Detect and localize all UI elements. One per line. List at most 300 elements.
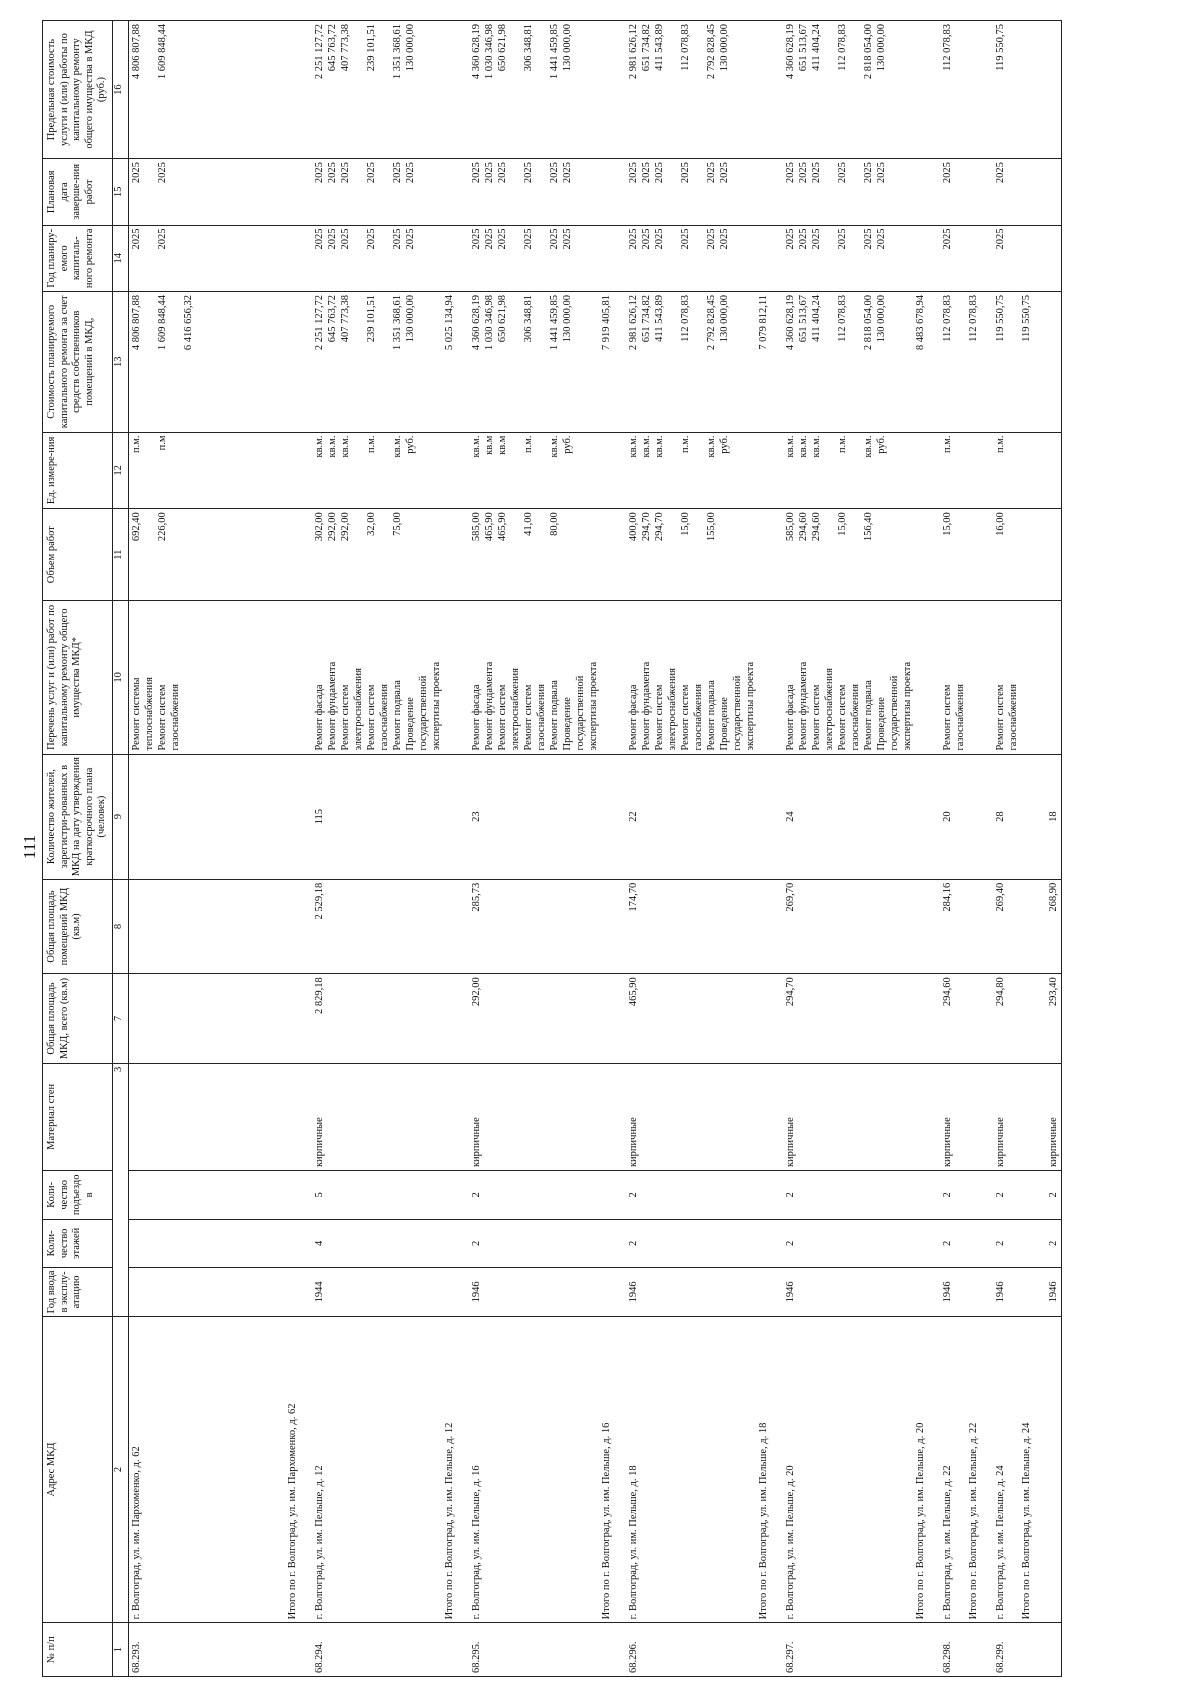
cell-line: государственной — [417, 675, 429, 751]
cell-end-date — [981, 159, 1034, 225]
cell-line — [418, 1320, 431, 1620]
cell-line: 2025 — [548, 228, 560, 250]
cell-line: 2 — [470, 1240, 482, 1246]
cell-line: 2025 — [797, 162, 809, 184]
cell-max-cost — [771, 21, 928, 159]
cell-line: 155,00 — [705, 512, 717, 542]
cell-line: руб. — [875, 435, 887, 454]
cell-floors — [128, 1219, 300, 1268]
cell-line: 174,70 — [627, 882, 639, 912]
col-header-entrances: Коли-чество подъездо в — [43, 1171, 113, 1220]
cell-line: 292,00 — [470, 977, 482, 1007]
col-header-premises-area: Общая площадь помещений МКД (кв.м) — [43, 879, 113, 974]
cell-repair-year — [1034, 225, 1062, 291]
cell-number — [614, 1623, 771, 1677]
cell-line — [144, 229, 157, 288]
cell-line: 645 763,72 — [326, 294, 338, 343]
cell-end-date — [614, 159, 771, 225]
table-row — [457, 21, 614, 1677]
cell-line — [824, 1320, 837, 1620]
cell-address — [128, 1316, 300, 1623]
col-number: 16 — [112, 21, 128, 159]
cell-year — [928, 1268, 981, 1317]
cell-line — [327, 1320, 340, 1620]
col-header-max-cost: Предельная стоимость услуги и (или) работы по капитальному ремонту общего имущества в МКД (руб.) — [43, 21, 113, 159]
cell-line: 130 000,00 — [561, 294, 573, 343]
cell-line: 268,90 — [1047, 882, 1059, 912]
cell-line — [379, 1320, 392, 1620]
cell-line — [144, 1320, 157, 1620]
cell-line: 226,00 — [156, 512, 168, 542]
cell-line: 130 000,00 — [718, 294, 730, 343]
col-number: 1 — [112, 1623, 128, 1677]
cell-line — [183, 1320, 196, 1620]
cell-line — [588, 1320, 601, 1620]
cell-works — [457, 601, 614, 754]
cell-line: 411 404,24 — [810, 294, 822, 342]
cell-year — [457, 1268, 614, 1317]
cell-line: Ремонт фундамента — [326, 661, 338, 751]
cell-number — [457, 1623, 614, 1677]
table-row — [300, 21, 457, 1677]
cell-line: Итого по г. Волгоград, ул. им. Пельше, д. 16 — [600, 1422, 612, 1620]
cell-repair-year — [614, 225, 771, 291]
cell-premises-area — [928, 879, 981, 974]
cell-line: Ремонт системы — [130, 677, 142, 751]
cell-line: 2025 — [561, 162, 573, 184]
cell-line — [667, 436, 680, 506]
col-header-total-area: Общая площадь МКД, всего (кв.м) — [43, 974, 113, 1063]
cell-year — [1034, 1268, 1062, 1317]
cell-line: 2025 — [391, 228, 403, 250]
cell-line: Итого по г. Волгоград, ул. им. Пельше, д. 24 — [1020, 1422, 1032, 1620]
cell-line — [209, 1320, 222, 1620]
cell-line: 294,80 — [994, 977, 1006, 1007]
cell-line — [837, 1320, 850, 1620]
cell-line: электроснабжения — [666, 667, 678, 751]
cell-line: Итого по г. Волгоград, ул. им. Пельше, д. 12 — [443, 1422, 455, 1620]
cell-line: 2025 — [404, 162, 416, 184]
cell-line: газоснабжения — [169, 684, 181, 751]
cell-unit — [771, 432, 928, 509]
cell-residents — [1034, 754, 1062, 879]
cell-line: 2025 — [496, 162, 508, 184]
cell-line: г. Волгоград, ул. им. Пельше, д. 22 — [941, 1465, 953, 1620]
cell-line: 2025 — [627, 162, 639, 184]
cell-line — [196, 1320, 209, 1620]
cell-line — [562, 1320, 575, 1620]
cell-line: 650 621,98 — [496, 24, 508, 72]
cell-volume — [928, 509, 981, 601]
cell-line — [745, 1320, 758, 1620]
cell-line: Итого по г. Волгоград, ул. им. Пельше, д. 18 — [757, 1422, 769, 1620]
cell-line: 8 483 678,94 — [914, 294, 926, 351]
cell-works — [300, 601, 457, 754]
cell-line — [693, 436, 706, 506]
cell-line — [366, 1320, 379, 1620]
cell-wall-material — [614, 1063, 771, 1170]
cell-max-cost — [300, 21, 457, 159]
cell-end-date — [128, 159, 300, 225]
cell-line: теплоснабжения — [143, 677, 155, 751]
cell-line — [824, 295, 837, 429]
cell-wall-material — [771, 1063, 928, 1170]
cell-line: 292,00 — [339, 512, 351, 542]
cell-line: 2025 — [156, 228, 168, 250]
cell-max-cost — [614, 21, 771, 159]
cell-line: 2025 — [705, 162, 717, 184]
col-number: 13 — [112, 291, 128, 432]
cell-line — [680, 1320, 693, 1620]
cell-line: кирпичные — [1047, 1117, 1059, 1168]
cell-line: 2025 — [718, 162, 730, 184]
table-row — [771, 21, 928, 1677]
cell-line: 2025 — [810, 228, 822, 250]
cell-line: 2 — [994, 1240, 1006, 1246]
cell-line: г. Волгоград, ул. им. Пельше, д. 12 — [313, 1465, 325, 1620]
cell-line — [536, 295, 549, 429]
cell-line: 651 513,67 — [797, 294, 809, 343]
cell-line: Ремонт систем — [522, 684, 534, 751]
cell-line: 119 550,75 — [994, 24, 1006, 71]
cell-line — [144, 162, 157, 221]
cell-entrances — [457, 1171, 614, 1220]
cell-line: 130 000,00 — [875, 24, 887, 72]
cell-line: 2025 — [130, 228, 142, 250]
cell-line: газоснабжения — [378, 684, 390, 751]
cell-line — [340, 1320, 353, 1620]
cell-works — [771, 601, 928, 754]
cell-unit — [457, 432, 614, 509]
cell-line: 4 806 807,88 — [130, 294, 142, 351]
cell-cost — [771, 291, 928, 432]
cell-line: 28 — [994, 811, 1006, 822]
cell-line: 41,00 — [522, 512, 534, 536]
cell-line: 2025 — [339, 228, 351, 250]
cell-line: Ремонт подвала — [862, 680, 874, 751]
cell-line: кв.м. — [653, 435, 665, 458]
cell-line: кирпичные — [784, 1117, 796, 1168]
cell-line: 651 734,82 — [640, 24, 652, 72]
page-number: 111 — [20, 834, 39, 860]
cell-line: п.м. — [836, 435, 848, 454]
cell-line: государственной — [574, 675, 586, 751]
cell-line — [863, 1320, 876, 1620]
cell-line: 24 — [784, 811, 796, 822]
cell-volume — [614, 509, 771, 601]
cell-line: 2025 — [994, 228, 1006, 250]
cell-line — [824, 162, 837, 221]
cell-cost — [128, 291, 300, 432]
cell-line — [510, 24, 523, 155]
cell-line: 465,90 — [627, 977, 639, 1007]
cell-line: 1 030 346,98 — [483, 294, 495, 351]
cell-line: Проведение — [875, 697, 887, 751]
header-row — [43, 21, 113, 1677]
cell-line: 2 829,18 — [313, 977, 325, 1015]
cell-line: Ремонт фасада — [627, 684, 639, 751]
cell-line — [575, 295, 588, 429]
cell-line: 2025 — [941, 162, 953, 184]
cell-line: Проведение — [561, 697, 573, 751]
col-header-address: Адрес МКД — [43, 1316, 113, 1623]
cell-line: 15,00 — [679, 512, 691, 536]
cell-wall-material — [300, 1063, 457, 1170]
cell-premises-area — [981, 879, 1034, 974]
cell-entrances — [614, 1171, 771, 1220]
cell-volume — [771, 509, 928, 601]
cell-line — [850, 512, 863, 597]
cell-line: 294,70 — [640, 512, 652, 542]
cell-total-area — [928, 974, 981, 1063]
cell-line — [379, 229, 392, 288]
cell-line — [144, 24, 157, 155]
capital-repair-table — [42, 20, 1062, 1677]
cell-line: 32,00 — [365, 512, 377, 536]
cell-line — [536, 229, 549, 288]
cell-line: кв.м. — [862, 435, 874, 458]
cell-line — [392, 1320, 405, 1620]
cell-premises-area — [300, 879, 457, 974]
cell-line: 2025 — [836, 162, 848, 184]
cell-line — [418, 295, 431, 429]
cell-end-date — [771, 159, 928, 225]
cell-line — [261, 1320, 274, 1620]
cell-line — [144, 295, 157, 429]
cell-cost — [981, 291, 1034, 432]
cell-line: 68.295. — [470, 1641, 482, 1673]
cell-residents — [928, 754, 981, 879]
cell-line: кв.м. — [797, 435, 809, 458]
cell-line: 2025 — [313, 228, 325, 250]
cell-line — [693, 295, 706, 429]
cell-line — [876, 1320, 889, 1620]
cell-line: 2025 — [548, 162, 560, 184]
cell-line: Ремонт систем — [653, 684, 665, 751]
cell-line: 407 773,38 — [339, 294, 351, 343]
table-row — [128, 21, 300, 1677]
cell-line: 112 078,83 — [679, 294, 691, 342]
cell-line: 692,40 — [130, 512, 142, 542]
cell-residents — [771, 754, 928, 879]
col-number: 7 — [112, 974, 128, 1063]
cell-number — [771, 1623, 928, 1677]
cell-line: 2 — [1047, 1192, 1059, 1198]
cell-line: 2025 — [653, 228, 665, 250]
cell-line: 411 543,89 — [653, 294, 665, 342]
cell-line: 302,00 — [313, 512, 325, 542]
cell-repair-year — [928, 225, 981, 291]
cell-line: 269,40 — [994, 882, 1006, 912]
cell-line: п.м. — [365, 435, 377, 454]
cell-line: государственной — [731, 675, 743, 751]
cell-line — [274, 1320, 287, 1620]
cell-wall-material — [457, 1063, 614, 1170]
cell-line: 4 360 628,19 — [470, 24, 482, 80]
cell-number — [981, 1623, 1034, 1677]
cell-line: 68.296. — [627, 1641, 639, 1673]
cell-line: 2 — [941, 1240, 953, 1246]
cell-line: электроснабжения — [352, 667, 364, 751]
cell-unit — [981, 432, 1034, 509]
cell-line — [536, 436, 549, 506]
cell-line: 2025 — [627, 228, 639, 250]
cell-repair-year — [457, 225, 614, 291]
cell-unit — [614, 432, 771, 509]
col-number: 8 — [112, 879, 128, 974]
cell-line — [850, 229, 863, 288]
cell-line — [588, 295, 601, 429]
cell-line: 2025 — [862, 162, 874, 184]
cell-address — [1034, 1316, 1062, 1623]
cell-line — [1008, 1320, 1021, 1620]
cell-line: 1946 — [784, 1281, 796, 1303]
cell-line: газоснабжения — [692, 684, 704, 751]
cell-line: 306 348,81 — [522, 294, 534, 343]
cell-line: 1 609 848,44 — [156, 294, 168, 351]
cell-line — [824, 512, 837, 597]
cell-line: 68.298. — [941, 1641, 953, 1673]
cell-line: 2025 — [326, 162, 338, 184]
cell-line: Ремонт систем — [810, 684, 822, 751]
cell-line — [732, 295, 745, 429]
cell-line: 239 101,51 — [365, 294, 377, 343]
cell-line: 2 981 626,12 — [627, 294, 639, 351]
cell-line: 4 806 807,88 — [130, 24, 142, 80]
cell-line: г. Волгоград, ул. им. Пархоменко, д. 62 — [130, 1446, 142, 1620]
cell-works — [128, 601, 300, 754]
cell-line: 68.297. — [784, 1641, 796, 1673]
cell-total-area — [457, 974, 614, 1063]
cell-line: руб. — [718, 435, 730, 454]
cell-line: 68.293. — [130, 1641, 142, 1673]
cell-line — [667, 295, 680, 429]
cell-line: 2025 — [810, 162, 822, 184]
cell-line: Ремонт систем — [339, 684, 351, 751]
cell-line — [850, 295, 863, 429]
cell-residents — [128, 754, 300, 879]
cell-address — [457, 1316, 614, 1623]
cell-line — [510, 229, 523, 288]
cell-line: 2025 — [862, 228, 874, 250]
cell-line: 292,00 — [326, 512, 338, 542]
cell-repair-year — [300, 225, 457, 291]
cell-line: Ремонт подвала — [548, 680, 560, 751]
cell-line: 2025 — [522, 228, 534, 250]
cell-line: Ремонт фасада — [784, 684, 796, 751]
cell-line: п.м. — [679, 435, 691, 454]
col-header-number: № п/п — [43, 1623, 113, 1677]
cell-total-area — [300, 974, 457, 1063]
cell-line: 2025 — [470, 228, 482, 250]
cell-line: г. Волгоград, ул. им. Пельше, д. 16 — [470, 1465, 482, 1620]
cell-line: 2025 — [679, 162, 691, 184]
cell-premises-area — [771, 879, 928, 974]
cell-line — [510, 512, 523, 597]
cell-line: Ремонт подвала — [705, 680, 717, 751]
cell-line: 18 — [1047, 811, 1059, 822]
cell-line: 2025 — [836, 228, 848, 250]
cell-line — [902, 295, 915, 429]
cell-line — [523, 1320, 536, 1620]
cell-line — [955, 1320, 968, 1620]
col-header-cost: Стоимость планируемого капитального ремонта за счет средств собственников помещений в МКД, — [43, 291, 113, 432]
cell-line: 2 792 828,45 — [705, 294, 717, 351]
cell-line — [824, 229, 837, 288]
col-number: 3 — [112, 1063, 128, 1316]
cell-line: 130 000,00 — [718, 24, 730, 72]
cell-line: кв.м. — [784, 435, 796, 458]
cell-line: кирпичные — [470, 1117, 482, 1168]
cell-line: 294,60 — [941, 977, 953, 1007]
cell-line: 2 981 626,12 — [627, 24, 639, 80]
cell-line — [536, 24, 549, 155]
cell-line — [667, 512, 680, 597]
cell-line — [955, 295, 968, 429]
cell-line: Ремонт систем — [836, 684, 848, 751]
cell-line: 130 000,00 — [404, 24, 416, 72]
cell-line: п.м — [156, 435, 168, 451]
cell-line: кв.м. — [705, 435, 717, 458]
cell-line — [536, 1320, 549, 1620]
cell-line — [170, 1320, 183, 1620]
cell-line: 651 734,82 — [640, 294, 652, 343]
cell-entrances — [128, 1171, 300, 1220]
cell-line: 2 792 828,45 — [705, 24, 717, 80]
cell-line: 2025 — [339, 162, 351, 184]
cell-line: 294,60 — [810, 512, 822, 542]
cell-line: 2025 — [718, 228, 730, 250]
cell-line: 7 919 405,81 — [600, 294, 612, 351]
cell-wall-material — [128, 1063, 300, 1170]
cell-line: 20 — [941, 811, 953, 822]
cell-line: 112 078,83 — [836, 294, 848, 342]
cell-line: 112 078,83 — [967, 294, 979, 342]
cell-entrances — [1034, 1171, 1062, 1220]
cell-works — [614, 601, 771, 754]
cell-line: Ремонт систем — [365, 684, 377, 751]
col-header-works: Перечень услуг и (или) работ по капитальному ремонту общего имущества МКД* — [43, 601, 113, 754]
cell-line: 1 351 368,61 — [391, 24, 403, 80]
cell-repair-year — [128, 225, 300, 291]
cell-line: 2025 — [653, 162, 665, 184]
cell-line: 2025 — [522, 162, 534, 184]
cell-line: Итого по г. Волгоград, ул. им. Пархоменко, д. 62 — [286, 1403, 298, 1620]
cell-max-cost — [928, 21, 981, 159]
cell-line: 156,40 — [862, 512, 874, 542]
cell-line: 119 550,75 — [1020, 294, 1032, 342]
cell-line: 2 818 054,00 — [862, 294, 874, 351]
cell-address — [614, 1316, 771, 1623]
cell-line: 2025 — [875, 162, 887, 184]
col-number: 14 — [112, 225, 128, 291]
cell-address — [981, 1316, 1034, 1623]
table-row — [928, 21, 981, 1677]
cell-line: 112 078,83 — [836, 24, 848, 71]
cell-line: 130 000,00 — [875, 294, 887, 343]
cell-line: п.м. — [994, 435, 1006, 454]
cell-line: 465,90 — [496, 512, 508, 542]
cell-line: 1946 — [1047, 1281, 1059, 1303]
cell-line: 1946 — [470, 1281, 482, 1303]
cell-line — [431, 295, 444, 429]
cell-premises-area — [614, 879, 771, 974]
cell-number — [128, 1623, 300, 1677]
cell-line — [693, 24, 706, 155]
cell-line: 80,00 — [548, 512, 560, 536]
cell-cost — [928, 291, 981, 432]
cell-line: 5 025 134,94 — [443, 294, 455, 351]
